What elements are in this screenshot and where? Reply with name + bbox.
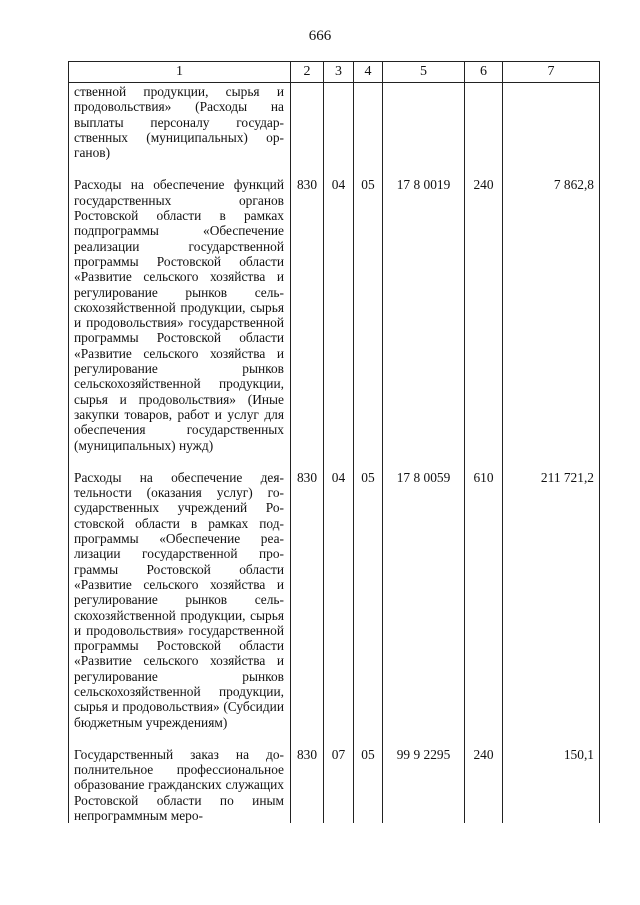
header-col-2: 2 bbox=[291, 62, 324, 83]
row-description: Расходы на обеспечение функций государственных органов Ростовской области в рамках подпрограммы «Обеспечение реализации государственной программы Ростовской области «Развитие сельского хозяйства и регулирование рынков сельскохозяйственной продукции, сырья и продовольствия» государственной программы Ростовской области «Развитие сельского хозяйства и регулирование рынков сельскохозяйственной продукции, сырья и продовольствия» (Иные закупки товаров, работ и услуг для обеспечения государственных (муниципальных) нужд) bbox=[69, 174, 291, 466]
header-col-6: 6 bbox=[465, 62, 503, 83]
row-description: Государственный заказ на дополнительное профессиональное образование гражданских служащих Ростовской области по иным непрограммным меро- bbox=[69, 744, 291, 823]
header-row bbox=[69, 62, 600, 83]
header-col-1: 1 bbox=[69, 62, 291, 83]
header-col-4: 4 bbox=[354, 62, 383, 83]
table-row bbox=[69, 83, 600, 175]
page-number: 666 bbox=[308, 28, 332, 44]
row-section-code: 04 bbox=[324, 174, 354, 466]
row-amount: 150,1 bbox=[503, 744, 600, 823]
row-subsection-code: 05 bbox=[354, 744, 383, 823]
row-amount: 211 721,2 bbox=[503, 467, 600, 744]
row-expense-type: 240 bbox=[465, 744, 503, 823]
row-ministry-code: 830 bbox=[291, 174, 324, 466]
header-col-7: 7 bbox=[503, 62, 600, 83]
row-ministry-code: 830 bbox=[291, 467, 324, 744]
table-header bbox=[69, 62, 600, 83]
row-amount: 7 862,8 bbox=[503, 174, 600, 466]
table-row bbox=[69, 744, 600, 823]
row-section-code: 07 bbox=[324, 744, 354, 823]
row-subsection-code: 05 bbox=[354, 174, 383, 466]
row-target-article: 17 8 0059 bbox=[383, 467, 465, 744]
row-subsection-code bbox=[354, 83, 383, 175]
row-ministry-code: 830 bbox=[291, 744, 324, 823]
table-body bbox=[69, 83, 600, 824]
table-row bbox=[69, 174, 600, 466]
row-description: Расходы на обеспечение деятельности (оказания услуг) государственных учреждений Ростовской области в рамках подпрограммы «Обеспечение реализации государственной программы Ростовской области «Развитие сельского хозяйства и регулирование рынков сельскохозяйственной продукции, сырья и продовольствия» государственной программы Ростовской области «Развитие сельского хозяйства и регулирование рынков сельскохозяйственной продукции, сырья и продовольствия» (Субсидии бюджетным учреждениям) bbox=[69, 467, 291, 744]
table-row bbox=[69, 467, 600, 744]
row-amount bbox=[503, 83, 600, 175]
header-col-3: 3 bbox=[324, 62, 354, 83]
header-col-5: 5 bbox=[383, 62, 465, 83]
row-subsection-code: 05 bbox=[354, 467, 383, 744]
budget-table bbox=[68, 61, 600, 823]
row-expense-type: 610 bbox=[465, 467, 503, 744]
row-ministry-code bbox=[291, 83, 324, 175]
row-section-code: 04 bbox=[324, 467, 354, 744]
row-target-article bbox=[383, 83, 465, 175]
row-target-article: 99 9 2295 bbox=[383, 744, 465, 823]
row-description: ственной продукции, сырья и продовольствия» (Расходы на выплаты персоналу государственных (муниципальных) органов) bbox=[69, 83, 291, 175]
row-expense-type bbox=[465, 83, 503, 175]
row-expense-type: 240 bbox=[465, 174, 503, 466]
row-section-code bbox=[324, 83, 354, 175]
row-target-article: 17 8 0019 bbox=[383, 174, 465, 466]
